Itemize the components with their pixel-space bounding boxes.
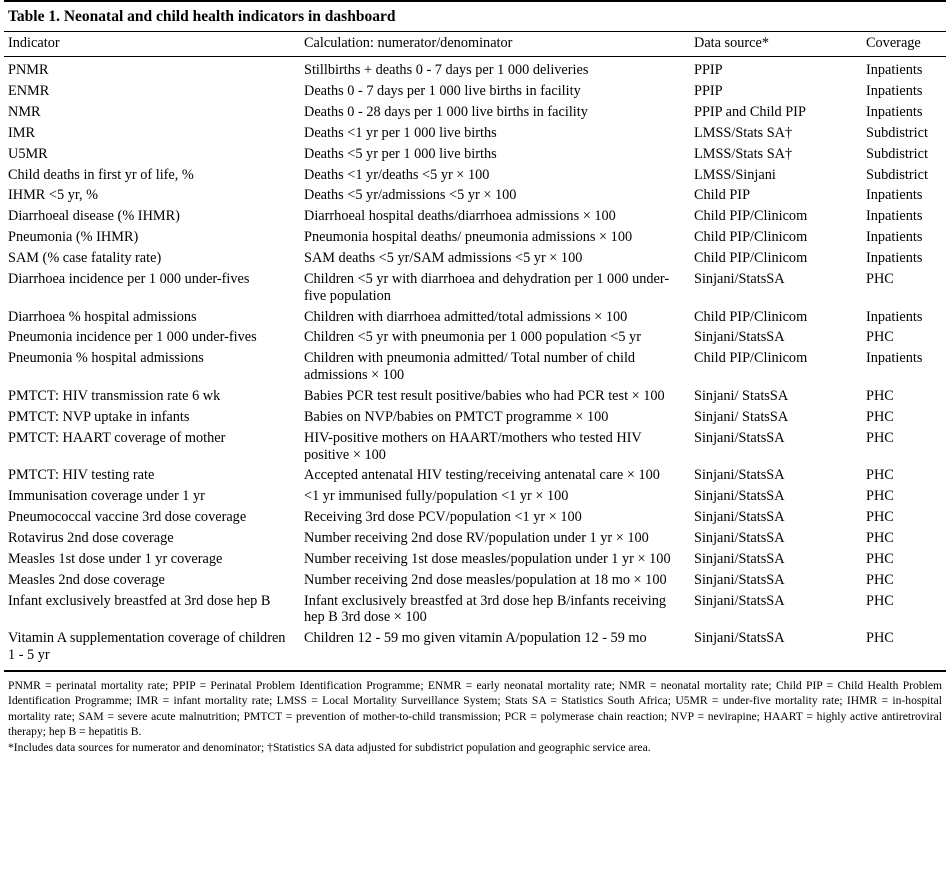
cell-data-source: Sinjani/StatsSA (694, 329, 785, 346)
cell-indicator: Diarrhoea % hospital admissions (8, 308, 197, 325)
cell-indicator: Diarrhoeal disease (% IHMR) (8, 208, 180, 225)
cell-data-source: Child PIP/Clinicom (694, 208, 808, 225)
cell-indicator: IHMR <5 yr, % (8, 187, 99, 204)
column-header-data-source: Data source* (690, 32, 862, 56)
cell-indicator: PMTCT: HAART coverage of mother (8, 429, 226, 446)
cell-data-source: LMSS/Stats SA† (694, 124, 793, 141)
cell-data-source: Sinjani/StatsSA (694, 530, 785, 546)
cell-calculation: Number receiving 2nd dose RV/population under 1 yr × 100 (304, 530, 649, 546)
cell-data-source: PPIP (694, 83, 723, 100)
table-row (4, 227, 946, 248)
column-header-indicator: Indicator (4, 32, 300, 56)
column-header-calculation: Calculation: numerator/denominator (300, 32, 690, 56)
cell-indicator: Pneumonia incidence per 1 000 under-fives (8, 329, 257, 346)
cell-coverage: PHC (866, 429, 894, 446)
cell-calculation: Deaths 0 - 28 days per 1 000 live births in facility (304, 103, 588, 120)
table-spacer-row (4, 666, 946, 670)
cell-indicator: PNMR (8, 62, 49, 79)
cell-calculation: Receiving 3rd dose PCV/population <1 yr × 100 (304, 509, 582, 526)
cell-calculation: Deaths <5 yr/admissions <5 yr × 100 (304, 187, 517, 204)
cell-coverage: PHC (866, 592, 894, 609)
cell-coverage: Inpatients (866, 249, 923, 266)
table-row (4, 386, 946, 407)
cell-coverage: Subdistrict (866, 124, 928, 141)
table-row (4, 528, 946, 549)
cell-indicator: Pneumonia % hospital admissions (8, 350, 204, 367)
table-row (4, 57, 946, 81)
cell-data-source: Sinjani/StatsSA (694, 270, 785, 287)
table-container (4, 0, 946, 672)
cell-coverage: PHC (866, 270, 894, 287)
table-row (4, 591, 946, 629)
cell-calculation: Number receiving 2nd dose measles/population at 18 mo × 100 (304, 571, 667, 588)
cell-calculation: <1 yr immunised fully/population <1 yr × 100 (304, 488, 569, 505)
cell-indicator: SAM (% case fatality rate) (8, 249, 162, 266)
cell-coverage: Inpatients (866, 103, 923, 120)
table-row (4, 507, 946, 528)
table-row (4, 327, 946, 348)
cell-indicator: Measles 2nd dose coverage (8, 571, 165, 588)
cell-coverage: Inpatients (866, 83, 923, 100)
cell-data-source: Child PIP (694, 187, 751, 204)
cell-coverage: PHC (866, 530, 894, 546)
cell-data-source: Child PIP/Clinicom (694, 229, 808, 246)
cell-indicator: PMTCT: HIV testing rate (8, 467, 155, 484)
cell-indicator: Vitamin A supplementation coverage of children 1 - 5 yr (8, 630, 286, 664)
cell-indicator: Child deaths in first yr of life, % (8, 166, 194, 183)
cell-indicator: Measles 1st dose under 1 yr coverage (8, 550, 223, 567)
table-row (4, 269, 946, 307)
cell-data-source: Sinjani/StatsSA (694, 592, 785, 609)
cell-calculation: Children <5 yr with diarrhoea and dehydration per 1 000 under-five population (304, 270, 670, 304)
cell-indicator: Rotavirus 2nd dose coverage (8, 530, 174, 546)
cell-calculation: Babies PCR test result positive/babies who had PCR test × 100 (304, 387, 665, 404)
cell-data-source: Sinjani/StatsSA (694, 509, 785, 526)
cell-coverage: PHC (866, 571, 894, 588)
cell-data-source: Sinjani/ StatsSA (694, 387, 789, 404)
cell-coverage: Subdistrict (866, 145, 928, 162)
cell-coverage: PHC (866, 550, 894, 567)
cell-calculation: Accepted antenatal HIV testing/receiving antenatal care × 100 (304, 467, 660, 484)
cell-indicator: Pneumonia (% IHMR) (8, 229, 139, 246)
table-row (4, 307, 946, 328)
cell-indicator: Infant exclusively breastfed at 3rd dose hep B (8, 592, 271, 609)
cell-coverage: PHC (866, 329, 894, 346)
cell-data-source: Sinjani/StatsSA (694, 429, 785, 446)
cell-coverage: Subdistrict (866, 166, 928, 183)
cell-calculation: SAM deaths <5 yr/SAM admissions <5 yr × 100 (304, 249, 583, 266)
cell-calculation: Diarrhoeal hospital deaths/diarrhoea admissions × 100 (304, 208, 616, 225)
cell-data-source: Sinjani/StatsSA (694, 571, 785, 588)
cell-coverage: PHC (866, 408, 894, 425)
table-row (4, 123, 946, 144)
table-row (4, 81, 946, 102)
column-header-coverage: Coverage (862, 32, 946, 56)
cell-data-source: Sinjani/StatsSA (694, 488, 785, 505)
table-row (4, 628, 946, 666)
cell-coverage: Inpatients (866, 350, 923, 367)
cell-coverage: Inpatients (866, 229, 923, 246)
table-row (4, 348, 946, 386)
cell-coverage: Inpatients (866, 187, 923, 204)
footnote-notes: *Includes data sources for numerator and denominator; †Statistics SA data adjusted for subdistrict population and geographic service area. (8, 740, 651, 754)
cell-calculation: Children 12 - 59 mo given vitamin A/population 12 - 59 mo (304, 630, 647, 647)
cell-calculation: Stillbirths + deaths 0 - 7 days per 1 000 deliveries (304, 62, 589, 79)
cell-data-source: LMSS/Stats SA† (694, 145, 793, 162)
cell-indicator: PMTCT: NVP uptake in infants (8, 408, 190, 425)
cell-coverage: Inpatients (866, 308, 923, 325)
cell-indicator: Immunisation coverage under 1 yr (8, 488, 205, 505)
cell-indicator: ENMR (8, 83, 50, 100)
indicators-table (4, 32, 946, 670)
footnote-abbreviations: PNMR = perinatal mortality rate; PPIP = Perinatal Problem Identification Programme; ENMR = early neonatal mortality rate; NMR = neonatal mortality rate; Child PIP = Child Health Problem Identification Programme; IMR = infant mortality rate; LMSS = Local Mortality Surveillance System; Stats SA = Statistics South Africa; U5MR = under-five mortality rate; IHMR = in-hospital mortality rate; SAM = severe acute malnutrition; PMTCT = prevention of mother-to-child transmission; PCR = polymerase chain reaction; NVP = nevirapine; HAART = highly active antiretroviral therapy; hep B = hepatitis B. (8, 679, 942, 739)
cell-coverage: PHC (866, 467, 894, 484)
table-row (4, 102, 946, 123)
cell-coverage: PHC (866, 387, 894, 404)
cell-data-source: Sinjani/ StatsSA (694, 408, 789, 425)
cell-calculation: Deaths <5 yr per 1 000 live births (304, 145, 497, 162)
cell-calculation: Children with diarrhoea admitted/total admissions × 100 (304, 308, 628, 325)
cell-calculation: HIV-positive mothers on HAART/mothers who tested HIV positive × 100 (304, 429, 642, 463)
table-header (4, 32, 946, 56)
cell-data-source: Sinjani/StatsSA (694, 550, 785, 567)
cell-data-source: LMSS/Sinjani (694, 166, 776, 183)
cell-data-source: PPIP and Child PIP (694, 103, 806, 120)
cell-indicator: PMTCT: HIV transmission rate 6 wk (8, 387, 221, 404)
cell-coverage: PHC (866, 630, 894, 647)
cell-coverage: PHC (866, 488, 894, 505)
table-row (4, 185, 946, 206)
cell-data-source: Child PIP/Clinicom (694, 308, 808, 325)
cell-data-source: PPIP (694, 62, 723, 79)
table-row (4, 144, 946, 165)
cell-calculation: Deaths <1 yr/deaths <5 yr × 100 (304, 166, 490, 183)
cell-data-source: Child PIP/Clinicom (694, 249, 808, 266)
cell-calculation: Children with pneumonia admitted/ Total number of child admissions × 100 (304, 350, 636, 384)
table-row (4, 549, 946, 570)
cell-calculation: Deaths <1 yr per 1 000 live births (304, 124, 497, 141)
cell-calculation: Babies on NVP/babies on PMTCT programme × 100 (304, 408, 609, 425)
cell-indicator: NMR (8, 103, 41, 120)
cell-data-source: Child PIP/Clinicom (694, 350, 808, 367)
cell-calculation: Number receiving 1st dose measles/population under 1 yr × 100 (304, 550, 671, 567)
table-row (4, 165, 946, 186)
cell-coverage: PHC (866, 509, 894, 526)
table-row (4, 465, 946, 486)
cell-calculation: Deaths 0 - 7 days per 1 000 live births in facility (304, 83, 581, 100)
table-header-row (4, 32, 946, 56)
table-row (4, 428, 946, 466)
cell-indicator: Diarrhoea incidence per 1 000 under-fives (8, 270, 250, 287)
cell-data-source: Sinjani/StatsSA (694, 467, 785, 484)
cell-coverage: Inpatients (866, 62, 923, 79)
table-footnotes (4, 672, 946, 755)
table-caption: Table 1. Neonatal and child health indicators in dashboard (4, 2, 946, 32)
table-row (4, 248, 946, 269)
table-row (4, 570, 946, 591)
table-body (4, 57, 946, 670)
cell-calculation: Infant exclusively breastfed at 3rd dose hep B/infants receiving hep B 3rd dose × 100 (304, 592, 667, 626)
cell-indicator: IMR (8, 124, 36, 141)
cell-calculation: Pneumonia hospital deaths/ pneumonia admissions × 100 (304, 229, 633, 246)
cell-indicator: U5MR (8, 145, 48, 162)
table-row (4, 486, 946, 507)
table-row (4, 407, 946, 428)
cell-data-source: Sinjani/StatsSA (694, 630, 785, 647)
cell-coverage: Inpatients (866, 208, 923, 225)
cell-indicator: Pneumococcal vaccine 3rd dose coverage (8, 509, 247, 526)
cell-calculation: Children <5 yr with pneumonia per 1 000 population <5 yr (304, 329, 641, 346)
table-row (4, 206, 946, 227)
